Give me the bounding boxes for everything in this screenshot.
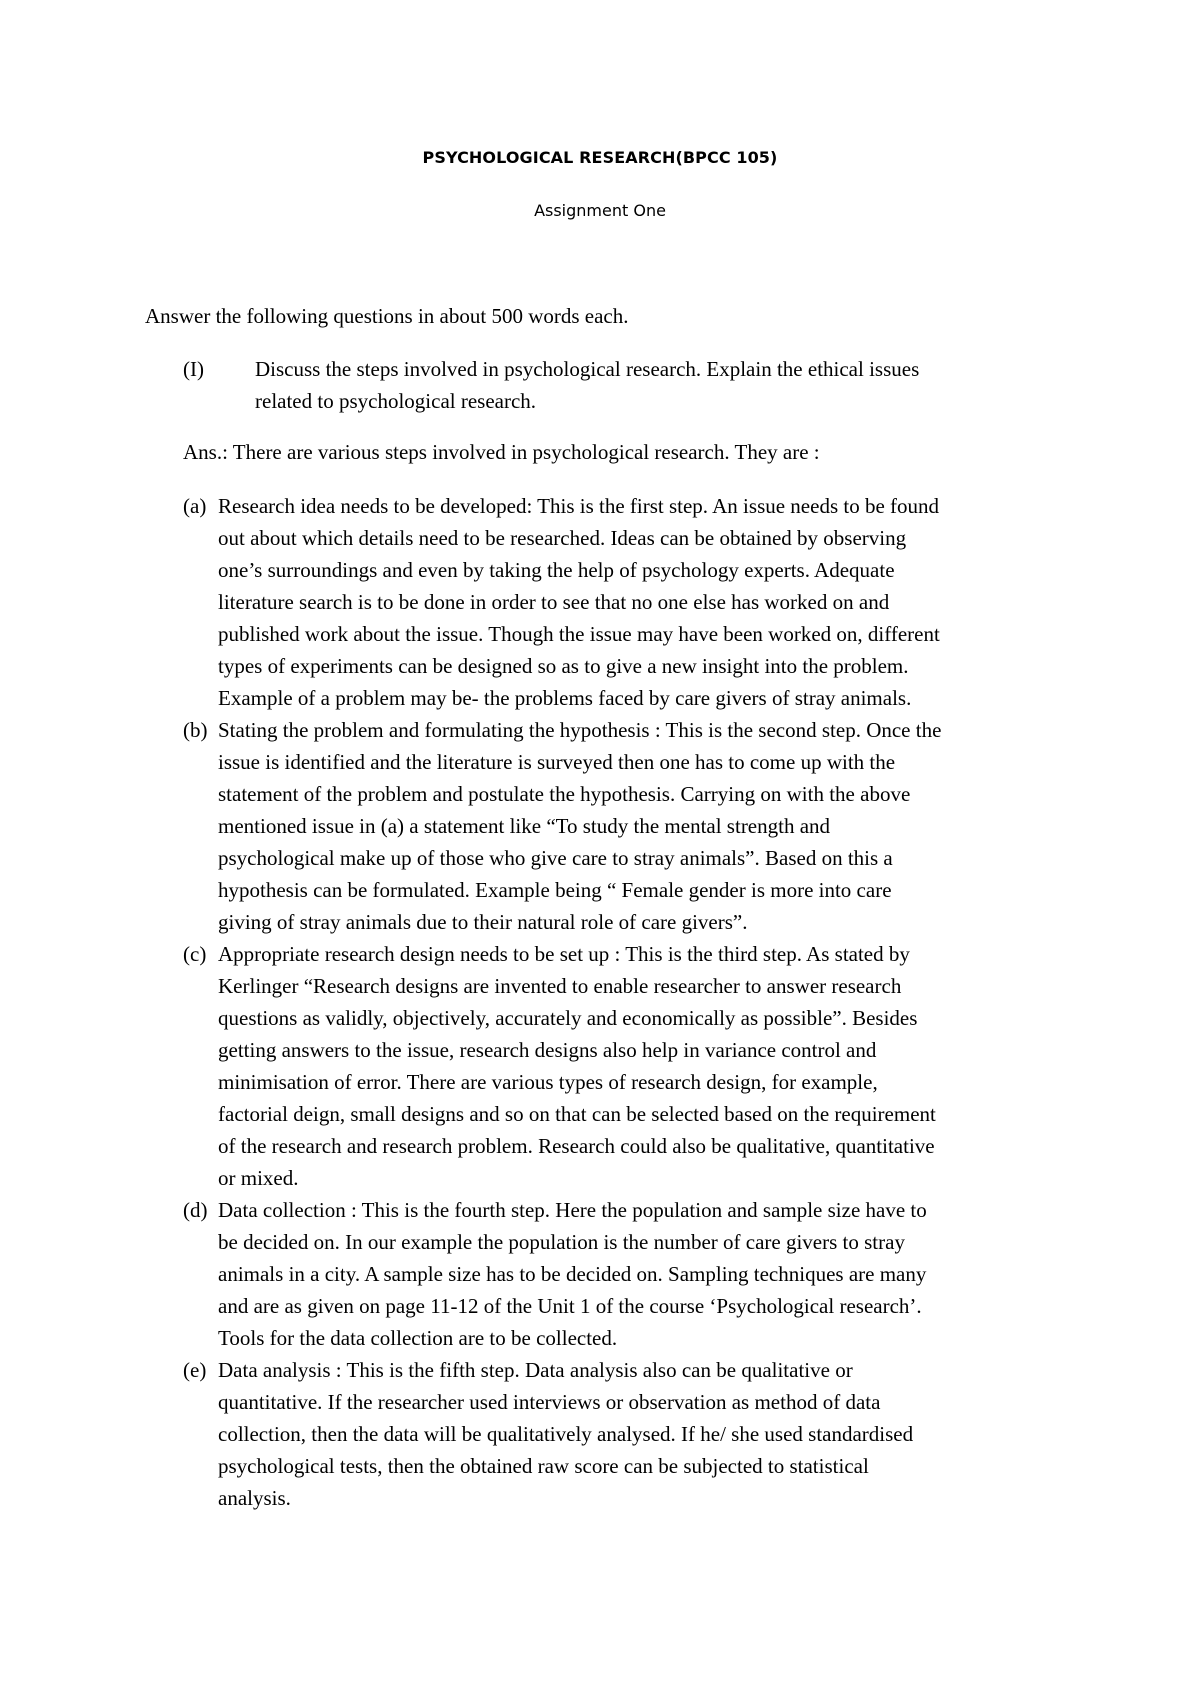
list-item-step-e [183,1354,1083,1514]
step-line: Research idea needs to be developed: This is the first step. An issue needs to be found [218,494,940,518]
document-title: PSYCHOLOGICAL RESEARCH(BPCC 105) [422,148,778,167]
list-item-step-a [183,490,1083,714]
step-body [218,1194,1083,1354]
step-line: getting answers to the issue, research designs also help in variance control and [218,1038,877,1062]
step-line: one’s surroundings and even by taking the help of psychology experts. Adequate [218,558,895,582]
step-line: giving of stray animals due to their natural role of care givers”. [218,910,748,934]
step-marker: (b) [183,718,208,742]
question-line: related to psychological research. [255,389,537,413]
step-marker: (d) [183,1198,208,1222]
step-line: Data collection : This is the fourth step. Here the population and sample size have to [218,1198,927,1222]
step-body [218,490,1083,714]
list-item-step-b [183,714,1083,938]
step-marker: (e) [183,1358,207,1382]
instruction-text: Answer the following questions in about 500 words each. [145,304,629,328]
step-line: mentioned issue in (a) a statement like “To study the mental strength and [218,814,831,838]
step-marker: (a) [183,494,207,518]
step-body [218,938,1083,1194]
step-line: hypothesis can be formulated. Example being “ Female gender is more into care [218,878,892,902]
step-line: factorial deign, small designs and so on that can be selected based on the requirement [218,1102,936,1126]
question-text [255,353,1055,417]
step-body [218,1354,1083,1514]
list-item-step-c [183,938,1083,1194]
step-line: questions as validly, objectively, accurately and economically as possible”. Besides [218,1006,918,1030]
answer-intro: Ans.: There are various steps involved in psychological research. They are : [183,440,820,464]
question-line: Discuss the steps involved in psychological research. Explain the ethical issues [255,357,920,381]
step-line: of the research and research problem. Research could also be qualitative, quantitative [218,1134,935,1158]
step-line: types of experiments can be designed so as to give a new insight into the problem. [218,654,909,678]
document-subtitle: Assignment One [534,201,666,220]
step-line: Tools for the data collection are to be collected. [218,1326,618,1350]
steps-list [183,490,1083,1514]
step-line: Data analysis : This is the fifth step. Data analysis also can be qualitative or [218,1358,853,1382]
step-line: literature search is to be done in order to see that no one else has worked on and [218,590,890,614]
step-line: Example of a problem may be- the problems faced by care givers of stray animals. [218,686,912,710]
step-body [218,714,1083,938]
step-line: be decided on. In our example the population is the number of care givers to stray [218,1230,905,1254]
step-line: psychological tests, then the obtained raw score can be subjected to statistical [218,1454,869,1478]
step-line: Stating the problem and formulating the hypothesis : This is the second step. Once the [218,718,942,742]
step-line: Kerlinger “Research designs are invented to enable researcher to answer research [218,974,902,998]
list-item-step-d [183,1194,1083,1354]
question-number: (I) [183,357,204,381]
step-line: analysis. [218,1486,291,1510]
step-line: Appropriate research design needs to be set up : This is the third step. As stated by [218,942,910,966]
step-line: out about which details need to be researched. Ideas can be obtained by observing [218,526,907,550]
step-line: minimisation of error. There are various types of research design, for example, [218,1070,878,1094]
step-line: and are as given on page 11-12 of the Unit 1 of the course ‘Psychological research’. [218,1294,922,1318]
step-line: statement of the problem and postulate the hypothesis. Carrying on with the above [218,782,911,806]
step-line: psychological make up of those who give care to stray animals”. Based on this a [218,846,893,870]
step-line: quantitative. If the researcher used interviews or observation as method of data [218,1390,881,1414]
step-line: animals in a city. A sample size has to be decided on. Sampling techniques are many [218,1262,927,1286]
step-line: collection, then the data will be qualitatively analysed. If he/ she used standardised [218,1422,914,1446]
step-line: or mixed. [218,1166,299,1190]
step-line: issue is identified and the literature is surveyed then one has to come up with the [218,750,896,774]
step-line: published work about the issue. Though the issue may have been worked on, different [218,622,940,646]
step-marker: (c) [183,942,207,966]
